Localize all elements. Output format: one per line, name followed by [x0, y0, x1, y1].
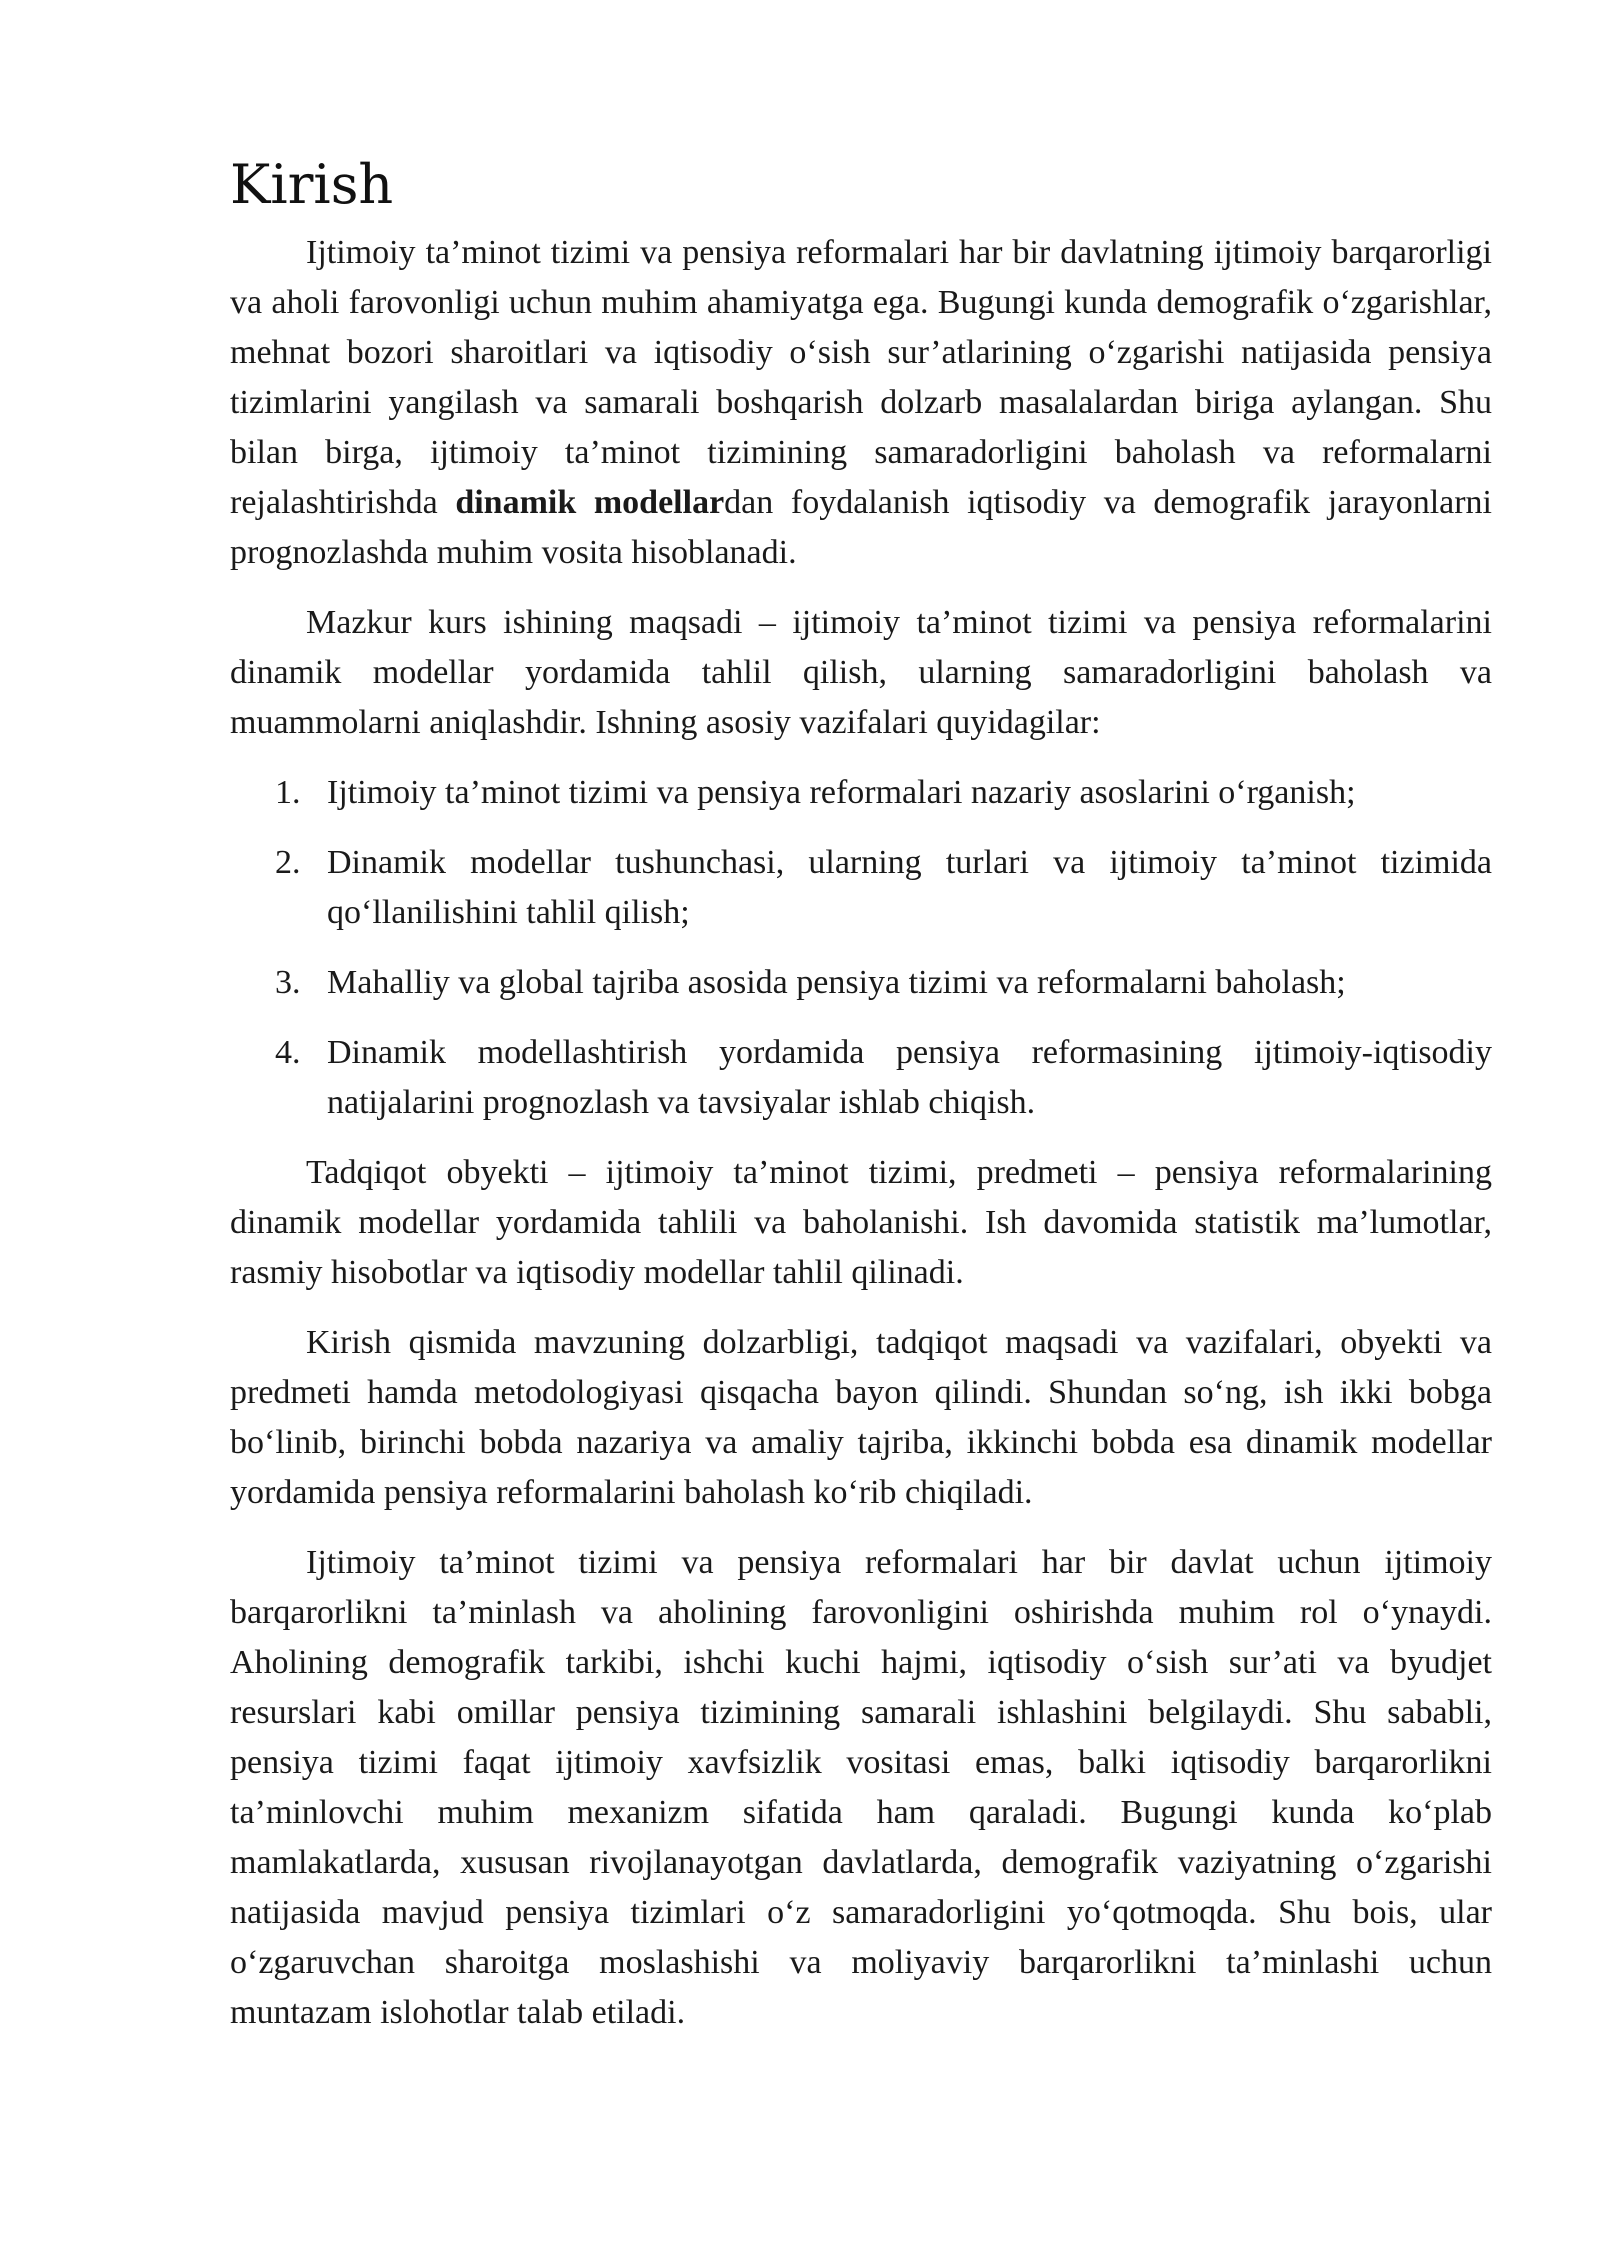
- list-item: [230, 838, 1492, 938]
- intro-bold-term: dinamik modellar: [455, 484, 725, 521]
- list-item-text: Ijtimoiy ta’minot tizimi va pensiya reformalari nazariy asoslarini o‘rganish;: [327, 774, 1356, 811]
- list-item: [230, 1028, 1492, 1128]
- aim-paragraph: Mazkur kurs ishining maqsadi – ijtimoiy ta’minot tizimi va pensiya reformalarini dinamik modellar yordamida tahlil qilish, ularning samaradorligini baholash va muammolarni aniqlashdir. Ishning asosiy vazifalari quyidagilar:: [230, 604, 1492, 741]
- intro-paragraph: [230, 228, 1492, 578]
- structure-paragraph: Kirish qismida mavzuning dolzarbligi, tadqiqot maqsadi va vazifalari, obyekti va predmeti hamda metodologiyasi qisqacha bayon qilindi. Shundan so‘ng, ish ikki bobga bo‘linib, birinchi bobda nazariya va amaliy tajriba, ikkinchi bobda esa dinamik modellar yordamida pensiya reformalarini baholash ko‘rib chiqiladi.: [230, 1324, 1492, 1511]
- object-paragraph: Tadqiqot obyekti – ijtimoiy ta’minot tizimi, predmeti – pensiya reformalarining dinamik modellar yordamida tahlili va baholanishi. Ish davomida statistik ma’lumotlar, rasmiy hisobotlar va iqtisodiy modellar tahlil qilinadi.: [230, 1154, 1492, 1291]
- list-item-number: 1.: [275, 774, 301, 811]
- page-heading: Kirish: [230, 153, 394, 216]
- list-item-number: 4.: [275, 1034, 301, 1071]
- document-page: [230, 150, 1492, 2058]
- intro-text-end: dan foydalanish iqtisodiy va demografik jarayonlarni prognozlashda muhim vosita hisoblanadi.: [230, 484, 1492, 571]
- list-item-number: 2.: [275, 844, 301, 881]
- task-list: [230, 768, 1492, 1128]
- list-item-text: Dinamik modellashtirish yordamida pensiya reformasining ijtimoiy-iqtisodiy natijalarini prognozlash va tavsiyalar ishlab chiqish.: [327, 1034, 1492, 1121]
- list-item-number: 3.: [275, 964, 301, 1001]
- list-item-text: Dinamik modellar tushunchasi, ularning turlari va ijtimoiy ta’minot tizimida qo‘llanilishini tahlil qilish;: [327, 844, 1492, 931]
- list-item-text: Mahalliy va global tajriba asosida pensiya tizimi va reformalarni baholash;: [327, 964, 1346, 1001]
- intro-text-start: Ijtimoiy ta’minot tizimi va pensiya reformalari har bir davlatning ijtimoiy barqarorligi va aholi farovonligi uchun muhim ahamiyatga ega. Bugungi kunda demografik o‘zgarishlar, mehnat bozori sharoitlari va iqtisodiy o‘sish sur’atlarining o‘zgarishi natijasida pensiya tizimlarini yangilash va samarali boshqarish dolzarb masalalardan biriga aylangan. Shu bilan birga, ijtimoiy ta’minot tizimining samaradorligini baholash va reformalarni rejalashtirishda: [230, 234, 1492, 521]
- list-item: [230, 768, 1492, 818]
- list-item: [230, 958, 1492, 1008]
- context-paragraph: Ijtimoiy ta’minot tizimi va pensiya reformalari har bir davlat uchun ijtimoiy barqarorlikni ta’minlash va aholining farovonligini oshirishda muhim rol o‘ynaydi. Aholining demografik tarkibi, ishchi kuchi hajmi, iqtisodiy o‘sish sur’ati va byudjet resurslari kabi omillar pensiya tizimining samarali ishlashini belgilaydi. Shu sababli, pensiya tizimi faqat ijtimoiy xavfsizlik vositasi emas, balki iqtisodiy barqarorlikni ta’minlovchi muhim mexanizm sifatida ham qaraladi. Bugungi kunda ko‘plab mamlakatlarda, xususan rivojlanayotgan davlatlarda, demografik vaziyatning o‘zgarishi natijasida mavjud pensiya tizimlari o‘z samaradorligini yo‘qotmoqda. Shu bois, ular o‘zgaruvchan sharoitga moslashishi va moliyaviy barqarorlikni ta’minlashi uchun muntazam islohotlar talab etiladi.: [230, 1544, 1492, 2031]
